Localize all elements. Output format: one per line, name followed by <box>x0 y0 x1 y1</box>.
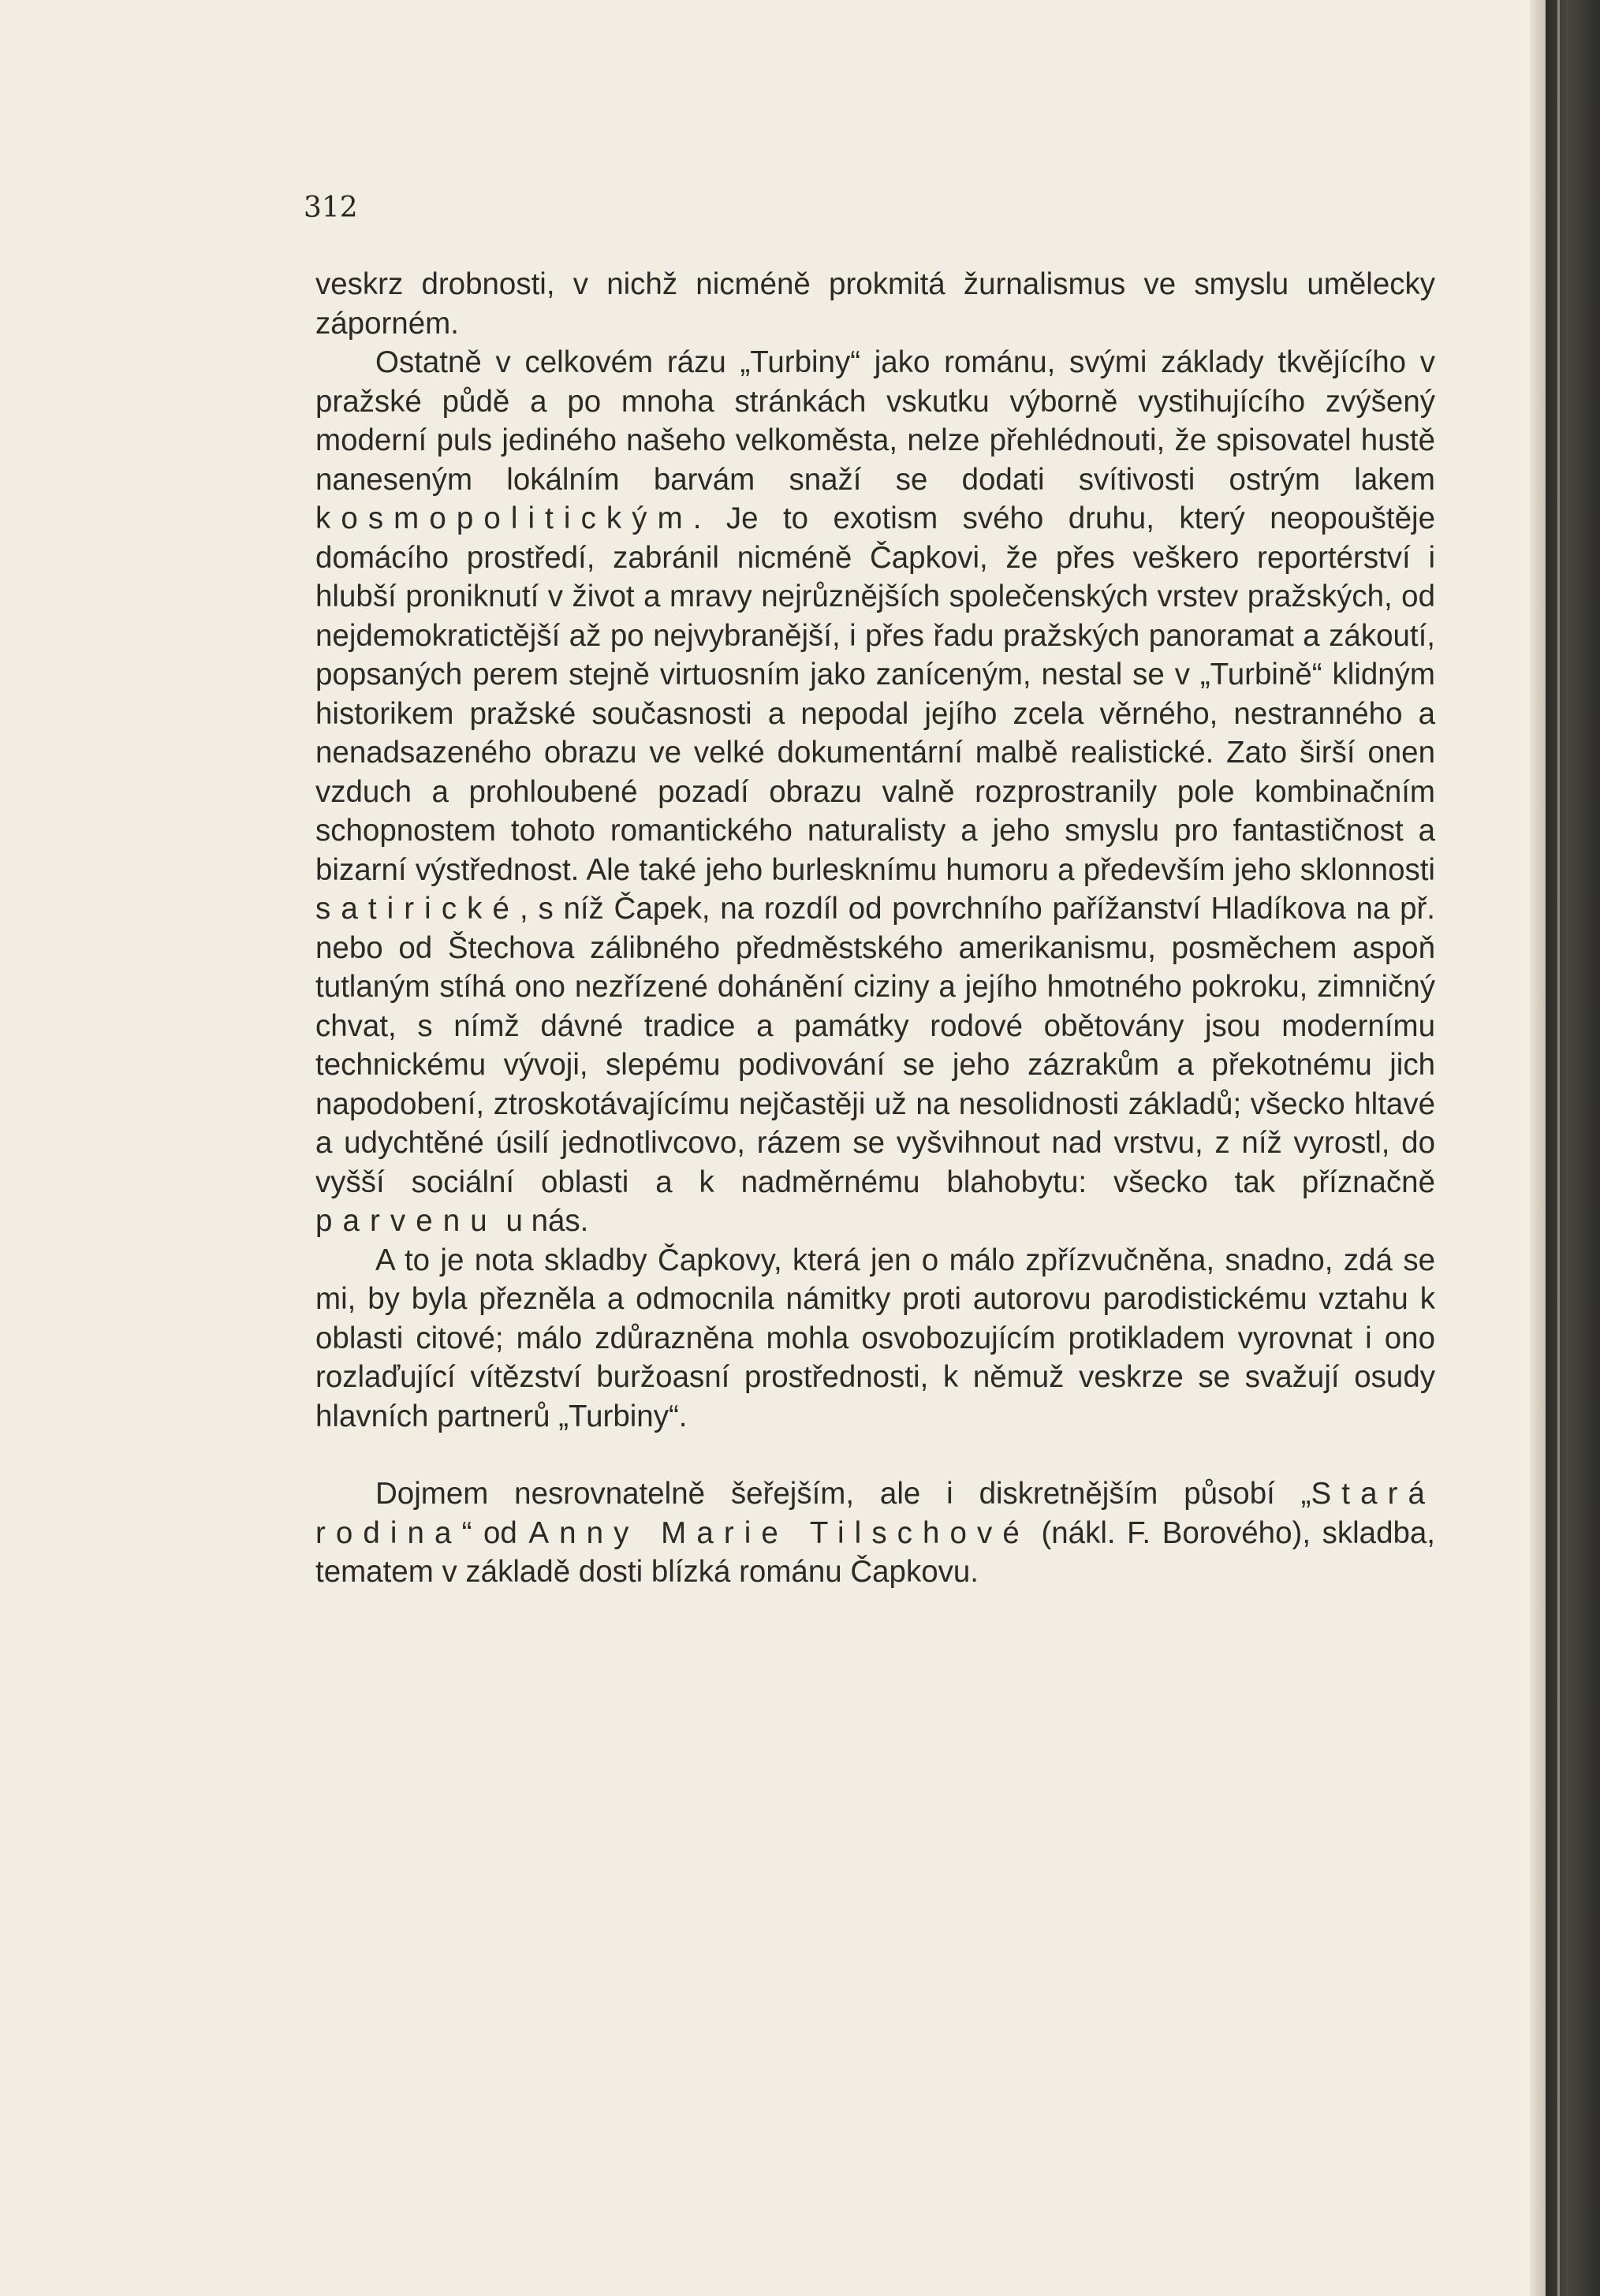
paragraph-4 <box>315 1474 1435 1592</box>
page-gutter-shadow <box>1530 0 1546 2296</box>
paragraph-2-text-a: Ostatně v celkovém rázu „Turbiny“ jako románu, svými základy tkvějícího v pražské půdě a po mnoha stránkách vskutku výborně vystihujícího zvýšený moderní puls jediného našeho velkoměsta, nelze přehlédnouti, že spisovatel hustě naneseným lokálním barvám snaží se dodati svítivosti ostrým lakem <box>315 345 1435 497</box>
spaced-word-kosmopolitickym: kosmopolitickým <box>315 501 693 535</box>
spaced-author-name: Anny Marie Tilschové <box>528 1515 1030 1550</box>
spine-edge-line <box>1557 0 1560 2296</box>
paragraph-2-text-c: , s níž Čapek, na rozdíl od povrchního pařížanství Hladíkova na př. nebo od Štechova zálibného předměstského amerikanismu, posměchem aspoň tutlaným stíhá ono nezřízené dohánění ciziny a jejího hmotného pokroku, zimničný chvat, s nímž dávné tradice a památky rodové obětovány jsou modernímu technickému vývoji, slepému podivování se jeho zázrakům a překotnému jich napodobení, ztroskotávajícímu nejčastěji už na nesolidnosti základů; všecko hltavé a udychtěné úsilí jednotlivcovo, rázem se vyšvihnout nad vrstvu, z níž vyrostl, do vyšší sociální oblasti a k nadměrnému blahobytu: všecko tak příznačně <box>315 892 1435 1199</box>
paragraph-1-text: veskrz drobnosti, v nichž nicméně prokmitá žurnalismus ve smyslu umělecky záporném. <box>315 267 1435 341</box>
spaced-title-stara-rodina: Stará rodina <box>315 1477 1435 1550</box>
page-number: 312 <box>304 192 358 224</box>
paragraph-3 <box>315 1241 1435 1437</box>
spaced-word-parvenu: parvenu <box>315 1204 498 1238</box>
paragraph-2-text-b: . Je to exotism svého druhu, který neopouštěje domácího prostředí, zabránil nicméně Čapkovi, že přes veškero reportérství i hlubší proniknutí v život a mravy nejrůznějších společenských vrstev pražských, od nejdemokratictější až po nejvybranější, i přes řadu pražských panoramat a zákoutí, popsaných perem stejně virtuosním jako zaníceným, nestal se v „Turbině“ klidným historikem pražské současnosti a nepodal jejího zcela věrného, nestranného a nenadsazeného obrazu ve velké dokumentární malbě realistické. Zato širší onen vzduch a prohloubené pozadí obrazu valně rozprostranily pole kombinačním schopnostem tohoto romantického naturalisty a jeho smyslu pro fantastičnost a bizarní výstřednost. Ale také jeho burlesknímu humoru a především jeho sklonnosti <box>315 501 1435 887</box>
paragraph-4-text-a: Dojmem nesrovnatelně šeřejším, ale i diskretnějším působí „ <box>375 1477 1311 1511</box>
paragraph-4-text-b: “ od <box>461 1515 529 1550</box>
paragraph-2-text-d: u nás. <box>497 1204 589 1238</box>
paragraph-3-text: A to je nota skladby Čapkovy, která jen o málo zpřízvučněna, snadno, zdá se mi, by byla přezněla a odmocnila námitky proti autorovu parodistickému vztahu k oblasti citové; málo zdůrazněna mohla osvobozujícím protikladem vyrovnat i ono rozlaďující vítězství buržoasní prostřednosti, k němuž veskrze se svažují osudy hlavních partnerů „Turbiny“. <box>315 1243 1435 1433</box>
paragraph-1 <box>315 265 1435 343</box>
spaced-word-satiricke: satirické <box>315 892 520 926</box>
book-spine <box>1546 0 1600 2296</box>
body-text <box>315 265 1435 1592</box>
paragraph-2 <box>315 343 1435 1241</box>
paragraph-4-text-c: (nákl. F. Borového), skladba, tematem v základě dosti blízká románu Čapkovu. <box>315 1515 1435 1589</box>
